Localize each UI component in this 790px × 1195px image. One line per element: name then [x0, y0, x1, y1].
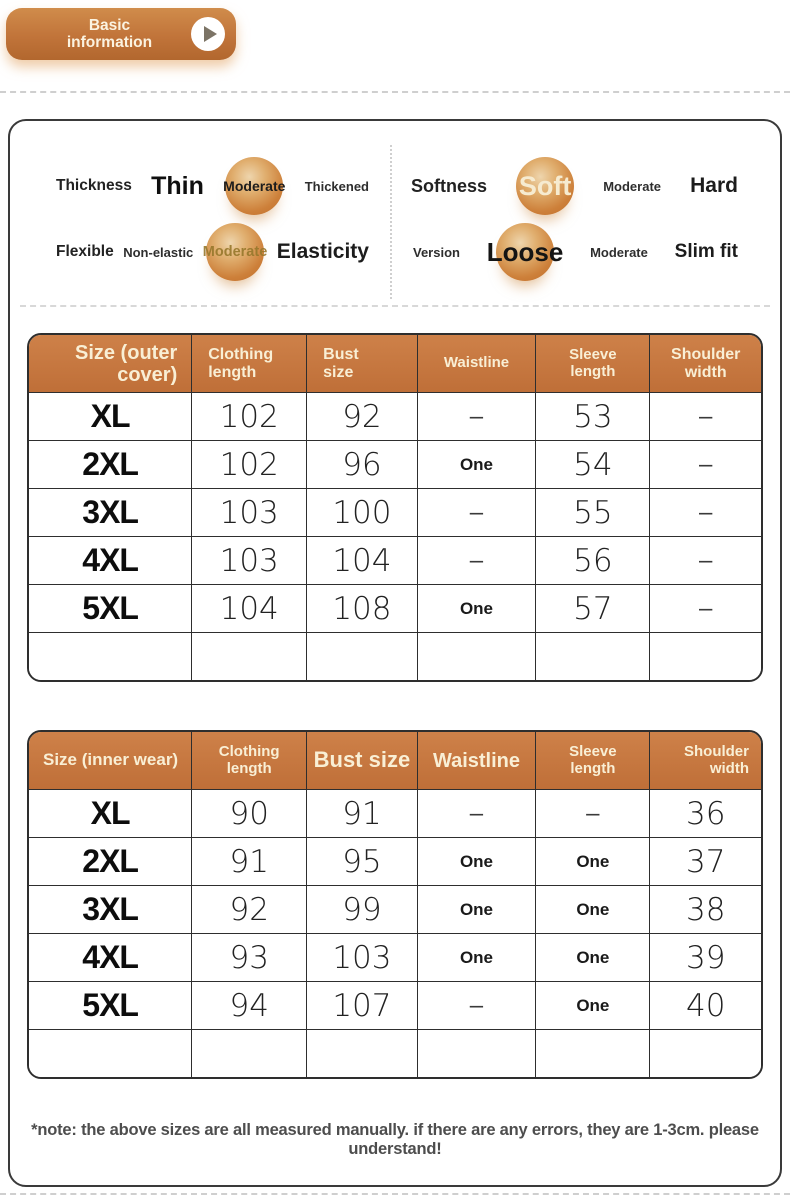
- thickness-value: Thin: [151, 171, 204, 200]
- value-cell: One: [418, 934, 537, 982]
- value-cell: 99: [307, 886, 418, 934]
- softness-alt-option: Hard: [690, 174, 738, 197]
- value-cell: One: [536, 886, 650, 934]
- table-row: [29, 393, 761, 441]
- value-cell: One: [418, 441, 537, 489]
- table-row: [29, 886, 761, 934]
- thickness-label: Thickness: [56, 177, 132, 194]
- column-header-size: Size (inner wear): [29, 732, 192, 790]
- basic-info-row-2: [10, 219, 780, 285]
- inner-size-table-grid: [29, 732, 761, 1077]
- value-cell: 90: [192, 790, 307, 838]
- non-elastic-option: Non-elastic: [123, 244, 194, 260]
- header-row: [29, 335, 761, 393]
- value-cell: 37: [650, 838, 761, 886]
- softness-soft-marker: [516, 157, 574, 215]
- value-cell: 91: [307, 790, 418, 838]
- value-cell: [192, 633, 307, 680]
- badge-label: Basic information: [66, 16, 153, 51]
- value-cell: –: [418, 982, 537, 1030]
- value-cell: –: [418, 790, 537, 838]
- value-cell: –: [418, 393, 537, 441]
- value-cell: 54: [536, 441, 650, 489]
- table-row: [29, 585, 761, 633]
- version-mid-option: Moderate: [590, 244, 648, 260]
- value-cell: One: [418, 585, 537, 633]
- size-cell: 4XL: [29, 537, 192, 585]
- column-header-shoulder-width: Shoulder width: [650, 335, 761, 393]
- value-cell: –: [418, 489, 537, 537]
- value-cell: One: [536, 934, 650, 982]
- size-cell: 3XL: [29, 489, 192, 537]
- value-cell: –: [418, 537, 537, 585]
- value-cell: 55: [536, 489, 650, 537]
- value-cell: One: [418, 886, 537, 934]
- softness-mid-option: Moderate: [603, 178, 662, 194]
- inner-size-table: [27, 730, 763, 1079]
- value-cell: 92: [192, 886, 307, 934]
- elasticity-group: [10, 219, 395, 285]
- size-cell: 5XL: [29, 585, 192, 633]
- size-cell: XL: [29, 790, 192, 838]
- value-cell: 103: [307, 934, 418, 982]
- value-cell: [650, 1030, 761, 1077]
- basic-info-section: [10, 121, 780, 305]
- value-cell: 103: [192, 489, 307, 537]
- outer-table-body: [29, 393, 761, 680]
- badge-label-wrap: [6, 17, 191, 52]
- value-cell: –: [536, 790, 650, 838]
- basic-info-row-1: [10, 153, 780, 219]
- measurement-note: *note: the above sizes are all measured manually. if there are any errors, they are 1-3cm. please understand!: [31, 1121, 759, 1158]
- size-cell: 2XL: [29, 441, 192, 489]
- elasticity-title: Elasticity: [276, 240, 369, 263]
- section-dashed-divider: [20, 305, 770, 307]
- value-cell: 39: [650, 934, 761, 982]
- table-row: [29, 934, 761, 982]
- flexible-label: Flexible: [56, 243, 114, 260]
- value-cell: [307, 1030, 418, 1077]
- table-row: [29, 441, 761, 489]
- size-info-card: [8, 119, 782, 1187]
- thickness-group: [10, 153, 395, 219]
- elasticity-moderate-marker: [203, 223, 267, 281]
- value-cell: 36: [650, 790, 761, 838]
- value-cell: 103: [192, 537, 307, 585]
- softness-group: [395, 153, 780, 219]
- column-header-waistline: Waistline: [418, 335, 537, 393]
- column-header-waistline: Waistline: [418, 732, 537, 790]
- value-cell: 53: [536, 393, 650, 441]
- column-header-bust-size: Bust size: [307, 732, 418, 790]
- size-cell: [29, 1030, 192, 1077]
- value-cell: 100: [307, 489, 418, 537]
- value-cell: One: [418, 838, 537, 886]
- table-row: [29, 790, 761, 838]
- value-cell: [418, 633, 537, 680]
- value-cell: –: [650, 393, 761, 441]
- softness-ball-label: Soft: [518, 170, 572, 201]
- table-row: [29, 633, 761, 680]
- outer-table-header: [29, 335, 761, 393]
- column-header-clothing-length: Clothing length: [192, 732, 307, 790]
- top-dashed-divider: [0, 91, 790, 93]
- value-cell: [536, 633, 650, 680]
- column-header-shoulder-width: Shoulder width: [650, 732, 761, 790]
- version-label: Version: [413, 244, 460, 260]
- value-cell: 57: [536, 585, 650, 633]
- table-row: [29, 537, 761, 585]
- value-cell: 56: [536, 537, 650, 585]
- softness-label: Softness: [411, 175, 488, 196]
- table-row: [29, 489, 761, 537]
- size-cell: [29, 633, 192, 680]
- value-cell: –: [650, 489, 761, 537]
- value-cell: 108: [307, 585, 418, 633]
- value-cell: 104: [192, 585, 307, 633]
- size-cell: 2XL: [29, 838, 192, 886]
- column-header-size: Size (outer cover): [29, 335, 192, 393]
- basic-information-badge: [6, 8, 236, 60]
- value-cell: 40: [650, 982, 761, 1030]
- size-cell: 4XL: [29, 934, 192, 982]
- size-cell: XL: [29, 393, 192, 441]
- value-cell: –: [650, 537, 761, 585]
- play-button: [191, 17, 225, 51]
- value-cell: 91: [192, 838, 307, 886]
- inner-table-body: [29, 790, 761, 1077]
- value-cell: –: [650, 441, 761, 489]
- column-header-bust-size: Bust size: [307, 335, 418, 393]
- header-row: [29, 732, 761, 790]
- elasticity-ball-label: Moderate: [202, 244, 268, 260]
- value-cell: 95: [307, 838, 418, 886]
- value-cell: –: [650, 585, 761, 633]
- value-cell: 92: [307, 393, 418, 441]
- column-header-clothing-length: Clothing length: [192, 335, 307, 393]
- thickness-ball-label: Moderate: [223, 178, 286, 194]
- value-cell: [650, 633, 761, 680]
- size-cell: 5XL: [29, 982, 192, 1030]
- version-loose-marker: [487, 223, 564, 281]
- table-row: [29, 982, 761, 1030]
- value-cell: [536, 1030, 650, 1077]
- thickness-moderate-marker: [223, 157, 285, 215]
- value-cell: 102: [192, 393, 307, 441]
- version-ball-label: Loose: [486, 236, 564, 267]
- value-cell: 104: [307, 537, 418, 585]
- value-cell: One: [536, 838, 650, 886]
- outer-size-table: [27, 333, 763, 682]
- play-icon: [204, 26, 217, 42]
- value-cell: [307, 633, 418, 680]
- value-cell: 102: [192, 441, 307, 489]
- table-row: [29, 1030, 761, 1077]
- thickness-alt-option: Thickened: [304, 178, 369, 194]
- value-cell: 93: [192, 934, 307, 982]
- outer-size-table-grid: [29, 335, 761, 680]
- column-header-sleeve-length: Sleeve length: [536, 732, 650, 790]
- table-row: [29, 838, 761, 886]
- version-group: [395, 219, 780, 285]
- value-cell: [418, 1030, 537, 1077]
- value-cell: 94: [192, 982, 307, 1030]
- value-cell: [192, 1030, 307, 1077]
- inner-table-header: [29, 732, 761, 790]
- value-cell: 107: [307, 982, 418, 1030]
- vertical-dotted-divider: [390, 145, 392, 299]
- version-alt-option: Slim fit: [674, 241, 738, 262]
- size-cell: 3XL: [29, 886, 192, 934]
- value-cell: One: [536, 982, 650, 1030]
- value-cell: 38: [650, 886, 761, 934]
- value-cell: 96: [307, 441, 418, 489]
- column-header-sleeve-length: Sleeve length: [536, 335, 650, 393]
